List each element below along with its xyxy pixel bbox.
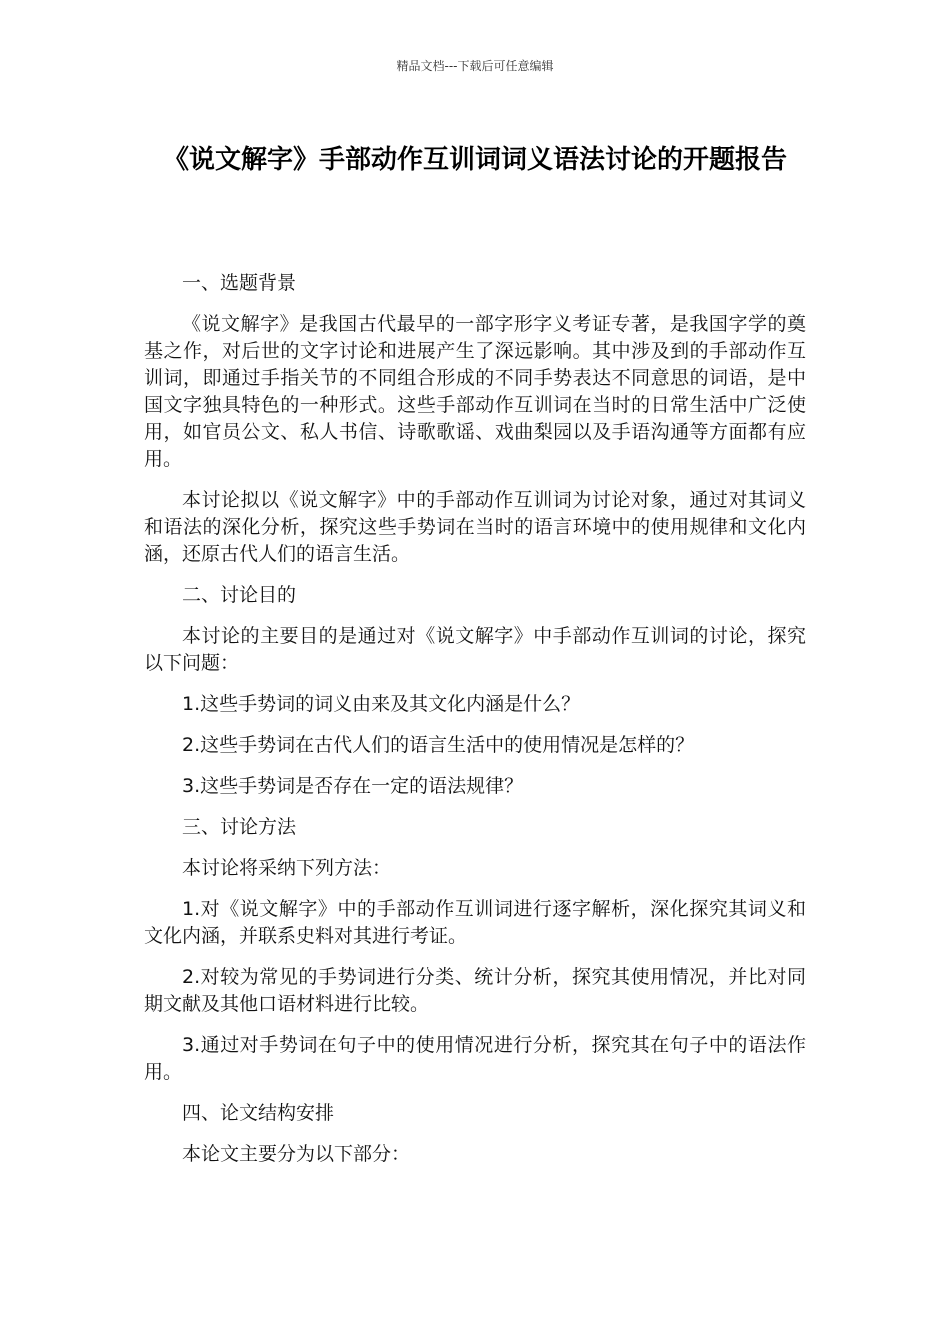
paragraph: 《说文解字》是我国古代最早的一部字形字义考证专著，是我国字学的奠基之作，对后世的文字讨论和进展产生了深远影响。其中涉及到的手部动作互训词，即通过手指关节的不同组合形成的不同手势表达不同意思的词语，是中国文字独具特色的一种形式。这些手部动作互训词在当时的日常生活中广泛使用，如官员公文、私人书信、诗歌歌谣、戏曲梨园以及手语沟通等方面都有应用。 bbox=[144, 313, 806, 470]
header-note: 精品文档---下载后可任意编辑 bbox=[396, 59, 554, 73]
list-item: 3.这些手势词是否存在一定的语法规律？ bbox=[182, 775, 524, 797]
paragraph: 本讨论将采纳下列方法： bbox=[182, 857, 392, 879]
document-body bbox=[144, 270, 806, 1182]
list-item: 3.通过对手势词在句子中的使用情况进行分析，探究其在句子中的语法作用。 bbox=[144, 1034, 806, 1083]
paragraph: 本论文主要分为以下部分： bbox=[182, 1143, 411, 1165]
section-heading-structure: 四、论文结构安排 bbox=[182, 1102, 335, 1124]
section-heading-purpose: 二、讨论目的 bbox=[182, 584, 297, 606]
paragraph: 本讨论拟以《说文解字》中的手部动作互训词为讨论对象，通过对其词义和语法的深化分析，探究这些手势词在当时的语言环境中的使用规律和文化内涵，还原古代人们的语言生活。 bbox=[144, 489, 806, 565]
list-item: 1.这些手势词的词义由来及其文化内涵是什么？ bbox=[182, 693, 581, 715]
section-heading-background: 一、选题背景 bbox=[182, 272, 297, 294]
list-item: 2.这些手势词在古代人们的语言生活中的使用情况是怎样的？ bbox=[182, 734, 695, 756]
list-item: 2.对较为常见的手势词进行分类、统计分析，探究其使用情况，并比对同期文献及其他口语材料进行比较。 bbox=[144, 966, 806, 1015]
section-heading-methods: 三、讨论方法 bbox=[182, 816, 297, 838]
list-item: 1.对《说文解字》中的手部动作互训词进行逐字解析，深化探究其词义和文化内涵，并联系史料对其进行考证。 bbox=[144, 898, 806, 947]
document-title: 《说文解字》手部动作互训词词义语法讨论的开题报告 bbox=[162, 145, 787, 175]
paragraph: 本讨论的主要目的是通过对《说文解字》中手部动作互训词的讨论，探究以下问题： bbox=[144, 625, 806, 674]
